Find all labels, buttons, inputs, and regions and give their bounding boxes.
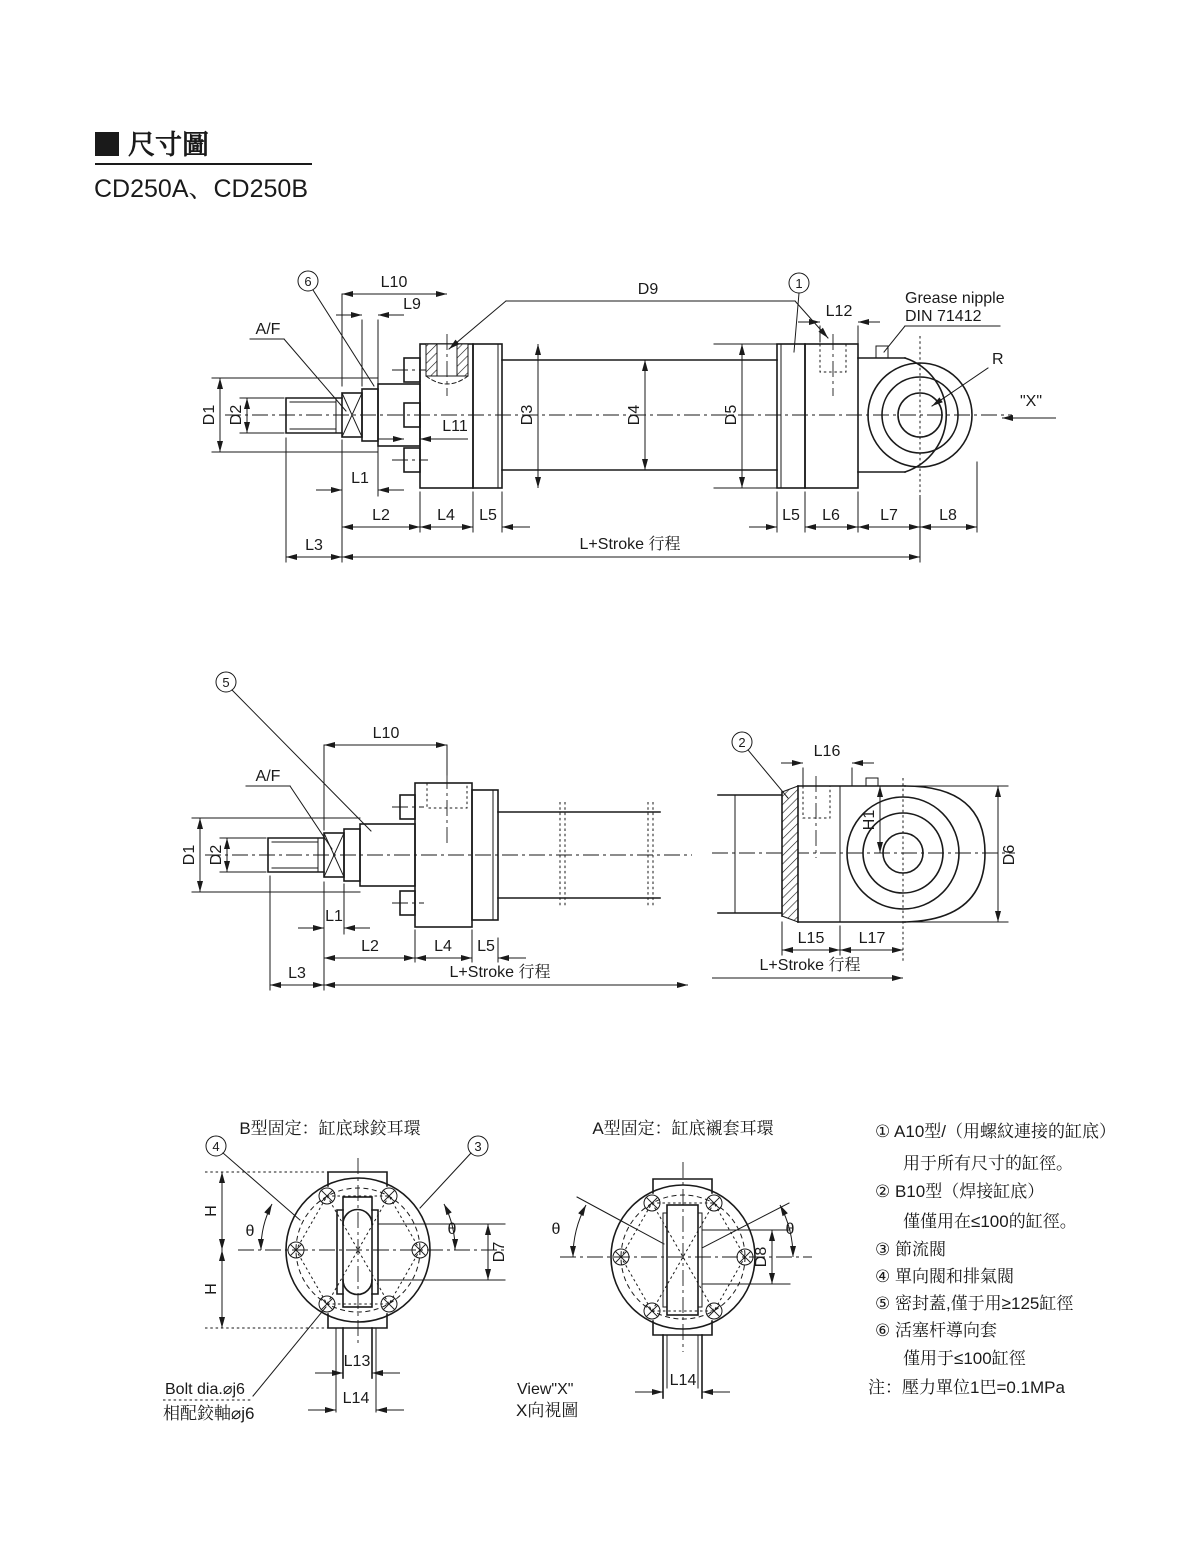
dim-l8: L8 — [939, 507, 957, 524]
dim-l6: L6 — [822, 507, 840, 524]
b-type-title: B型固定：缸底球鉸耳環 — [239, 1119, 421, 1138]
a-type-title: A型固定：缸底襯套耳環 — [592, 1119, 774, 1138]
dim-l2: L2 — [372, 507, 390, 524]
dim-l11: L11 — [442, 418, 468, 435]
notes-list — [868, 1122, 1116, 1397]
grease-label-1: Grease nipple — [905, 290, 1005, 307]
dim-l12: L12 — [825, 303, 853, 320]
bottom-mid-dimensions — [516, 1197, 795, 1420]
note-line: 注：壓力單位1巴=0.1MPa — [868, 1378, 1065, 1397]
angle-theta-left-b: θ — [245, 1223, 255, 1240]
bottom-left-view — [163, 1119, 508, 1423]
note-line: ③ 節流閥 — [875, 1240, 946, 1259]
head-block-2 — [392, 773, 472, 927]
dim-l3-2: L3 — [288, 965, 306, 982]
note-line: ⑥ 活塞杆導向套 — [875, 1321, 997, 1340]
dim-l2-2: L2 — [361, 938, 379, 955]
callout-4: 4 — [212, 1139, 220, 1154]
note-line: 僅用于≤100缸徑 — [903, 1349, 1026, 1368]
callout-3: 3 — [474, 1139, 482, 1154]
dim-l4: L4 — [437, 507, 455, 524]
weld-seam — [782, 786, 798, 922]
dim-l10-2: L10 — [372, 725, 400, 742]
dim-l4-2: L4 — [434, 938, 452, 955]
callout-5: 5 — [222, 675, 230, 690]
dim-l17: L17 — [858, 930, 886, 947]
dim-d1-2: D1 — [181, 844, 198, 866]
note-line: ② B10型（焊接缸底） — [875, 1182, 1045, 1201]
dim-l1-2: L1 — [325, 908, 343, 925]
angle-theta-right-a: θ — [785, 1221, 795, 1238]
dim-stroke-2: L+Stroke 行程 — [449, 964, 551, 981]
dim-d3: D3 — [519, 404, 536, 426]
mid-right-view — [712, 732, 1018, 978]
dim-stroke-3: L+Stroke 行程 — [759, 957, 861, 974]
dim-d9: D9 — [637, 281, 659, 298]
top-view-dimensions — [201, 271, 1056, 562]
dim-l14-a: L14 — [669, 1372, 697, 1389]
note-line: ① A10型/（用螺紋連接的缸底） — [875, 1122, 1116, 1141]
grease-nipple-2 — [866, 778, 878, 786]
dim-stroke: L+Stroke 行程 — [579, 536, 681, 553]
mid-left-dimensions — [181, 672, 688, 990]
dim-h1: H1 — [861, 809, 878, 831]
callout-2: 2 — [738, 735, 746, 750]
dim-l13: L13 — [343, 1353, 371, 1370]
dim-d2: D2 — [228, 404, 245, 426]
dim-l1: L1 — [351, 470, 369, 487]
callout-6: 6 — [304, 274, 312, 289]
dim-d1: D1 — [201, 404, 218, 426]
dim-l9: L9 — [403, 296, 421, 313]
dim-l16: L16 — [813, 743, 841, 760]
dim-d8: D8 — [753, 1246, 770, 1268]
grease-nipple — [876, 346, 888, 358]
bottom-mid-view — [516, 1119, 812, 1420]
pin-match-note: 相配鉸軸⌀j6 — [163, 1404, 255, 1423]
note-line: 僅僅用在≤100的缸徑。 — [903, 1212, 1077, 1231]
mid-right-dimensions — [712, 732, 1018, 978]
dim-d4: D4 — [626, 404, 643, 426]
guide-sleeve-head — [392, 334, 473, 488]
bolt-dia-note: Bolt dia.⌀j6 — [165, 1381, 245, 1398]
note-line: ⑤ 密封蓋,僅于用≥125缸徑 — [875, 1294, 1074, 1313]
note-line: ④ 單向閥和排氣閥 — [875, 1267, 1014, 1286]
header — [94, 130, 312, 203]
mid-left-view — [181, 672, 692, 990]
dim-h-top: H — [203, 1205, 220, 1217]
label-af-2: A/F — [255, 768, 281, 785]
page-title: 尺寸圖 — [128, 130, 209, 160]
note-line: 用于所有尺寸的缸徑。 — [903, 1154, 1073, 1173]
label-x-view: "X" — [1020, 393, 1043, 410]
view-x-label-cn: X向視圖 — [516, 1401, 579, 1420]
angle-theta-left-a: θ — [551, 1221, 561, 1238]
dim-h-bottom: H — [203, 1283, 220, 1295]
label-af: A/F — [255, 321, 281, 338]
dim-l15: L15 — [797, 930, 825, 947]
spherical-eye-lug — [336, 1197, 378, 1412]
label-r: R — [992, 351, 1004, 368]
view-x-label: View"X" — [517, 1381, 574, 1398]
section-square-marker — [95, 132, 119, 156]
dim-l3: L3 — [305, 537, 323, 554]
model-subtitle: CD250A、CD250B — [94, 175, 308, 203]
threaded-cap — [805, 334, 858, 488]
dim-d5: D5 — [723, 404, 740, 426]
dim-d7: D7 — [491, 1241, 508, 1263]
tube-stub — [718, 786, 798, 922]
dim-l10: L10 — [380, 274, 408, 291]
dim-d2-2: D2 — [208, 844, 225, 866]
angle-theta-right-b: θ — [447, 1221, 457, 1238]
welded-cap-eye — [798, 776, 985, 962]
top-view — [201, 271, 1056, 562]
dim-l5-right: L5 — [782, 507, 800, 524]
dim-l5-2: L5 — [477, 938, 495, 955]
callout-1: 1 — [795, 276, 803, 291]
dim-d6: D6 — [1001, 844, 1018, 866]
grease-label-2: DIN 71412 — [905, 308, 982, 325]
dim-l5-left: L5 — [479, 507, 497, 524]
dim-l14-b: L14 — [342, 1390, 370, 1407]
bushing-eye-lug — [663, 1205, 702, 1398]
dim-l7: L7 — [880, 507, 898, 524]
eye-mount — [858, 336, 972, 498]
